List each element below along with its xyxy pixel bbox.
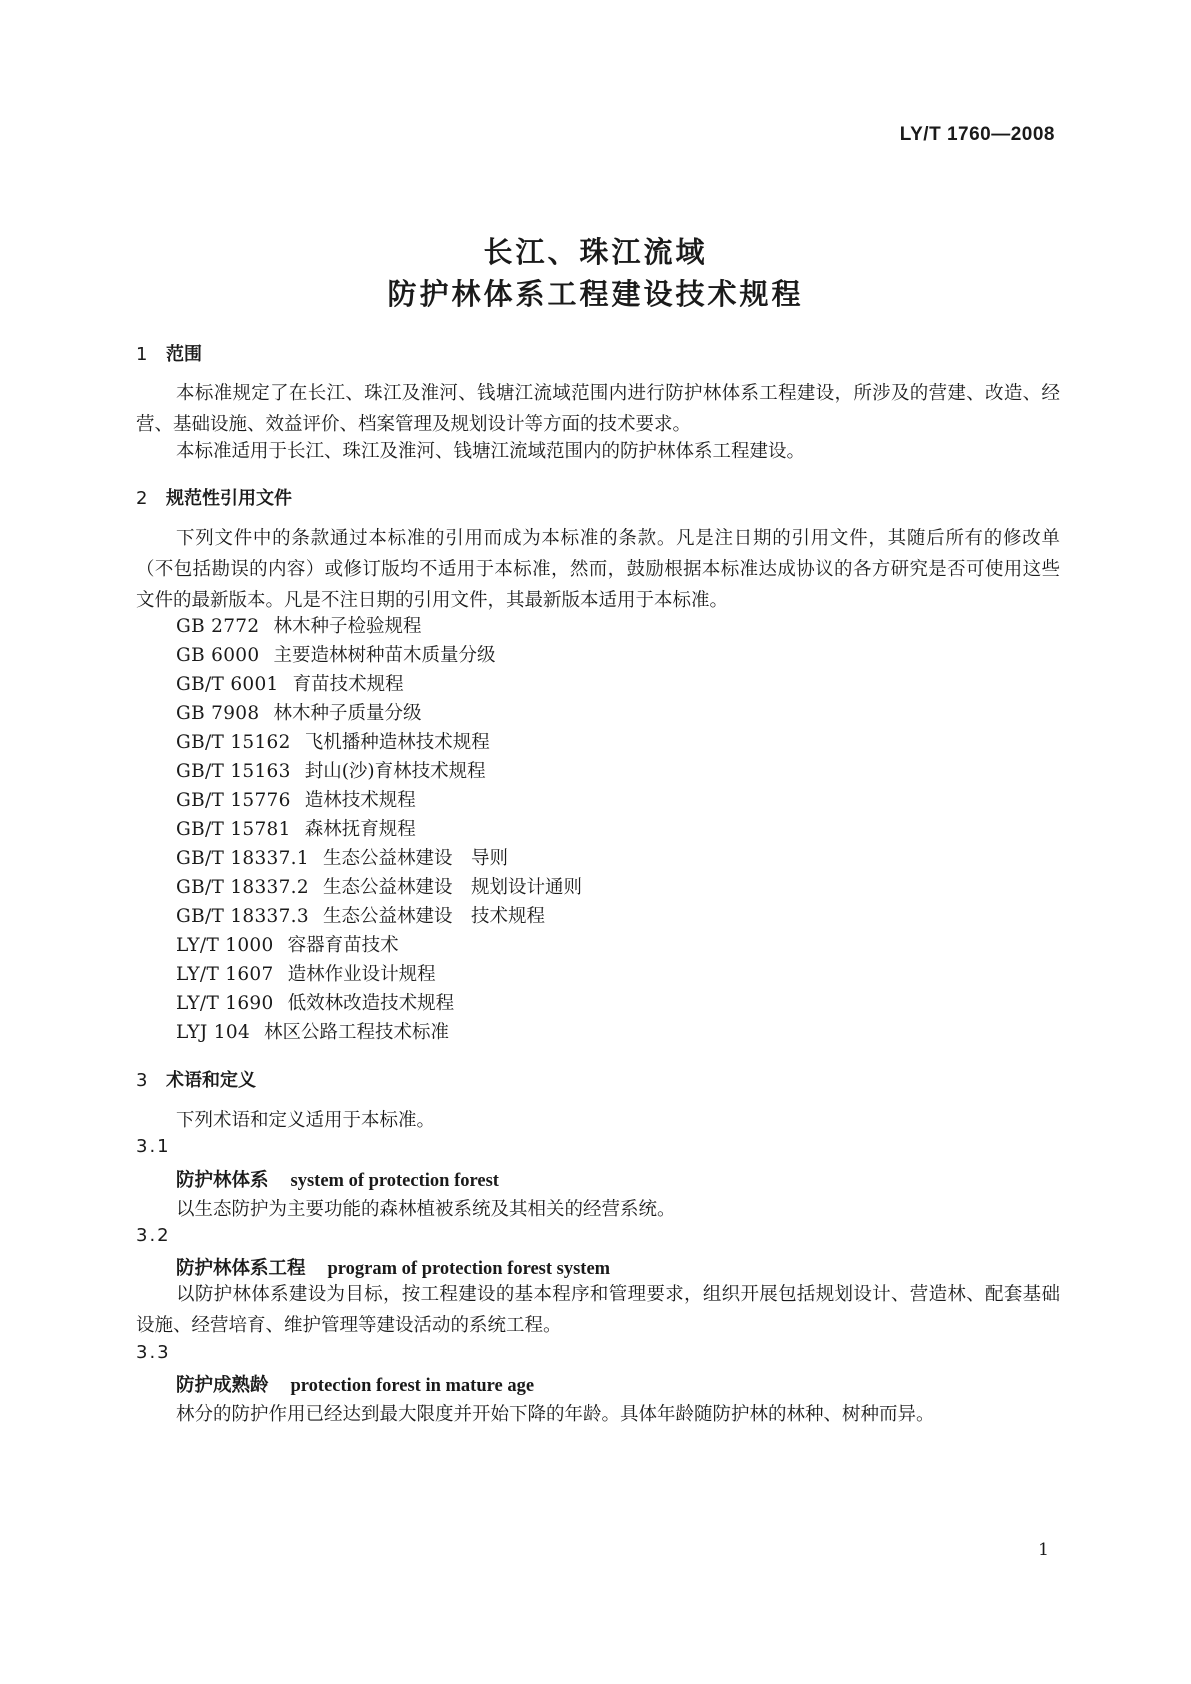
section-title: 规范性引用文件 xyxy=(166,488,292,509)
section-2-heading xyxy=(136,484,292,510)
reference-item: GB/T 18337.3 生态公益林建设 技术规程 xyxy=(176,906,545,927)
section-number: 1 xyxy=(136,344,148,365)
term-en: program of protection forest system xyxy=(327,1259,611,1279)
term-definition: 以防护林体系建设为目标，按工程建设的基本程序和管理要求，组织开展包括规划设计、营造林、配套基础设施、经营培育、维护管理等建设活动的系统工程。 xyxy=(136,1284,1060,1336)
reference-item: LYJ 104 林区公路工程技术标准 xyxy=(176,1022,450,1043)
term-en: protection forest in mature age xyxy=(290,1376,535,1396)
reference-item: GB 6000 主要造林树种苗木质量分级 xyxy=(176,645,496,666)
term-number: 3.2 xyxy=(136,1225,171,1246)
reference-item: GB/T 15162 飞机播种造林技术规程 xyxy=(176,732,490,753)
standard-code: LY/T 1760—2008 xyxy=(899,124,1055,145)
section-2-paragraph-1: 下列文件中的条款通过本标准的引用而成为本标准的条款。凡是注日期的引用文件，其随后所有的修改单（不包括勘误的内容）或修订版均不适用于本标准，然而，鼓励根据本标准达成协议的各方研究是否可使用这些文件的最新版本。凡是不注日期的引用文件，其最新版本适用于本标准。 xyxy=(136,528,1060,611)
section-number: 2 xyxy=(136,488,148,509)
section-title: 范围 xyxy=(166,344,202,365)
page-number: 1 xyxy=(1038,1540,1049,1560)
reference-item: LY/T 1690 低效林改造技术规程 xyxy=(176,993,455,1014)
section-3-intro: 下列术语和定义适用于本标准。 xyxy=(176,1110,436,1131)
reference-item: GB/T 18337.2 生态公益林建设 规划设计通则 xyxy=(176,877,582,898)
reference-item: GB 2772 林木种子检验规程 xyxy=(176,616,422,637)
reference-item: GB 7908 林木种子质量分级 xyxy=(176,703,422,724)
reference-item: LY/T 1607 造林作业设计规程 xyxy=(176,964,436,985)
term-heading xyxy=(176,1254,610,1280)
term-zh: 防护林体系 xyxy=(176,1170,269,1191)
term-zh: 防护成熟龄 xyxy=(176,1375,269,1396)
reference-item: GB/T 15163 封山(沙)育林技术规程 xyxy=(176,761,486,782)
term-number: 3.3 xyxy=(136,1342,171,1363)
term-definition: 以生态防护为主要功能的森林植被系统及其相关的经营系统。 xyxy=(176,1199,676,1220)
term-zh: 防护林体系工程 xyxy=(176,1258,306,1279)
reference-item: GB/T 18337.1 生态公益林建设 导则 xyxy=(176,848,508,869)
reference-item: GB/T 6001 育苗技术规程 xyxy=(176,674,404,695)
term-en: system of protection forest xyxy=(290,1171,499,1191)
section-title: 术语和定义 xyxy=(166,1070,256,1091)
document-title-line2: 防护林体系工程建设技术规程 xyxy=(387,277,804,311)
term-heading xyxy=(176,1371,534,1397)
term-number: 3.1 xyxy=(136,1136,171,1157)
reference-item: GB/T 15781 森林抚育规程 xyxy=(176,819,416,840)
reference-item: GB/T 15776 造林技术规程 xyxy=(176,790,416,811)
term-definition: 林分的防护作用已经达到最大限度并开始下降的年龄。具体年龄随防护林的林种、树种而异。 xyxy=(176,1404,935,1425)
reference-item: LY/T 1000 容器育苗技术 xyxy=(176,935,399,956)
section-3-heading xyxy=(136,1066,256,1092)
section-1-paragraph-1: 本标准规定了在长江、珠江及淮河、钱塘江流域范围内进行防护林体系工程建设，所涉及的营建、改造、经营、基础设施、效益评价、档案管理及规划设计等方面的技术要求。 xyxy=(136,383,1060,435)
term-heading xyxy=(176,1166,499,1192)
document-title-line1: 长江、珠江流域 xyxy=(483,235,708,269)
section-1-paragraph-2: 本标准适用于长江、珠江及淮河、钱塘江流域范围内的防护林体系工程建设。 xyxy=(176,441,806,462)
section-1-heading xyxy=(136,340,202,366)
section-number: 3 xyxy=(136,1070,148,1091)
